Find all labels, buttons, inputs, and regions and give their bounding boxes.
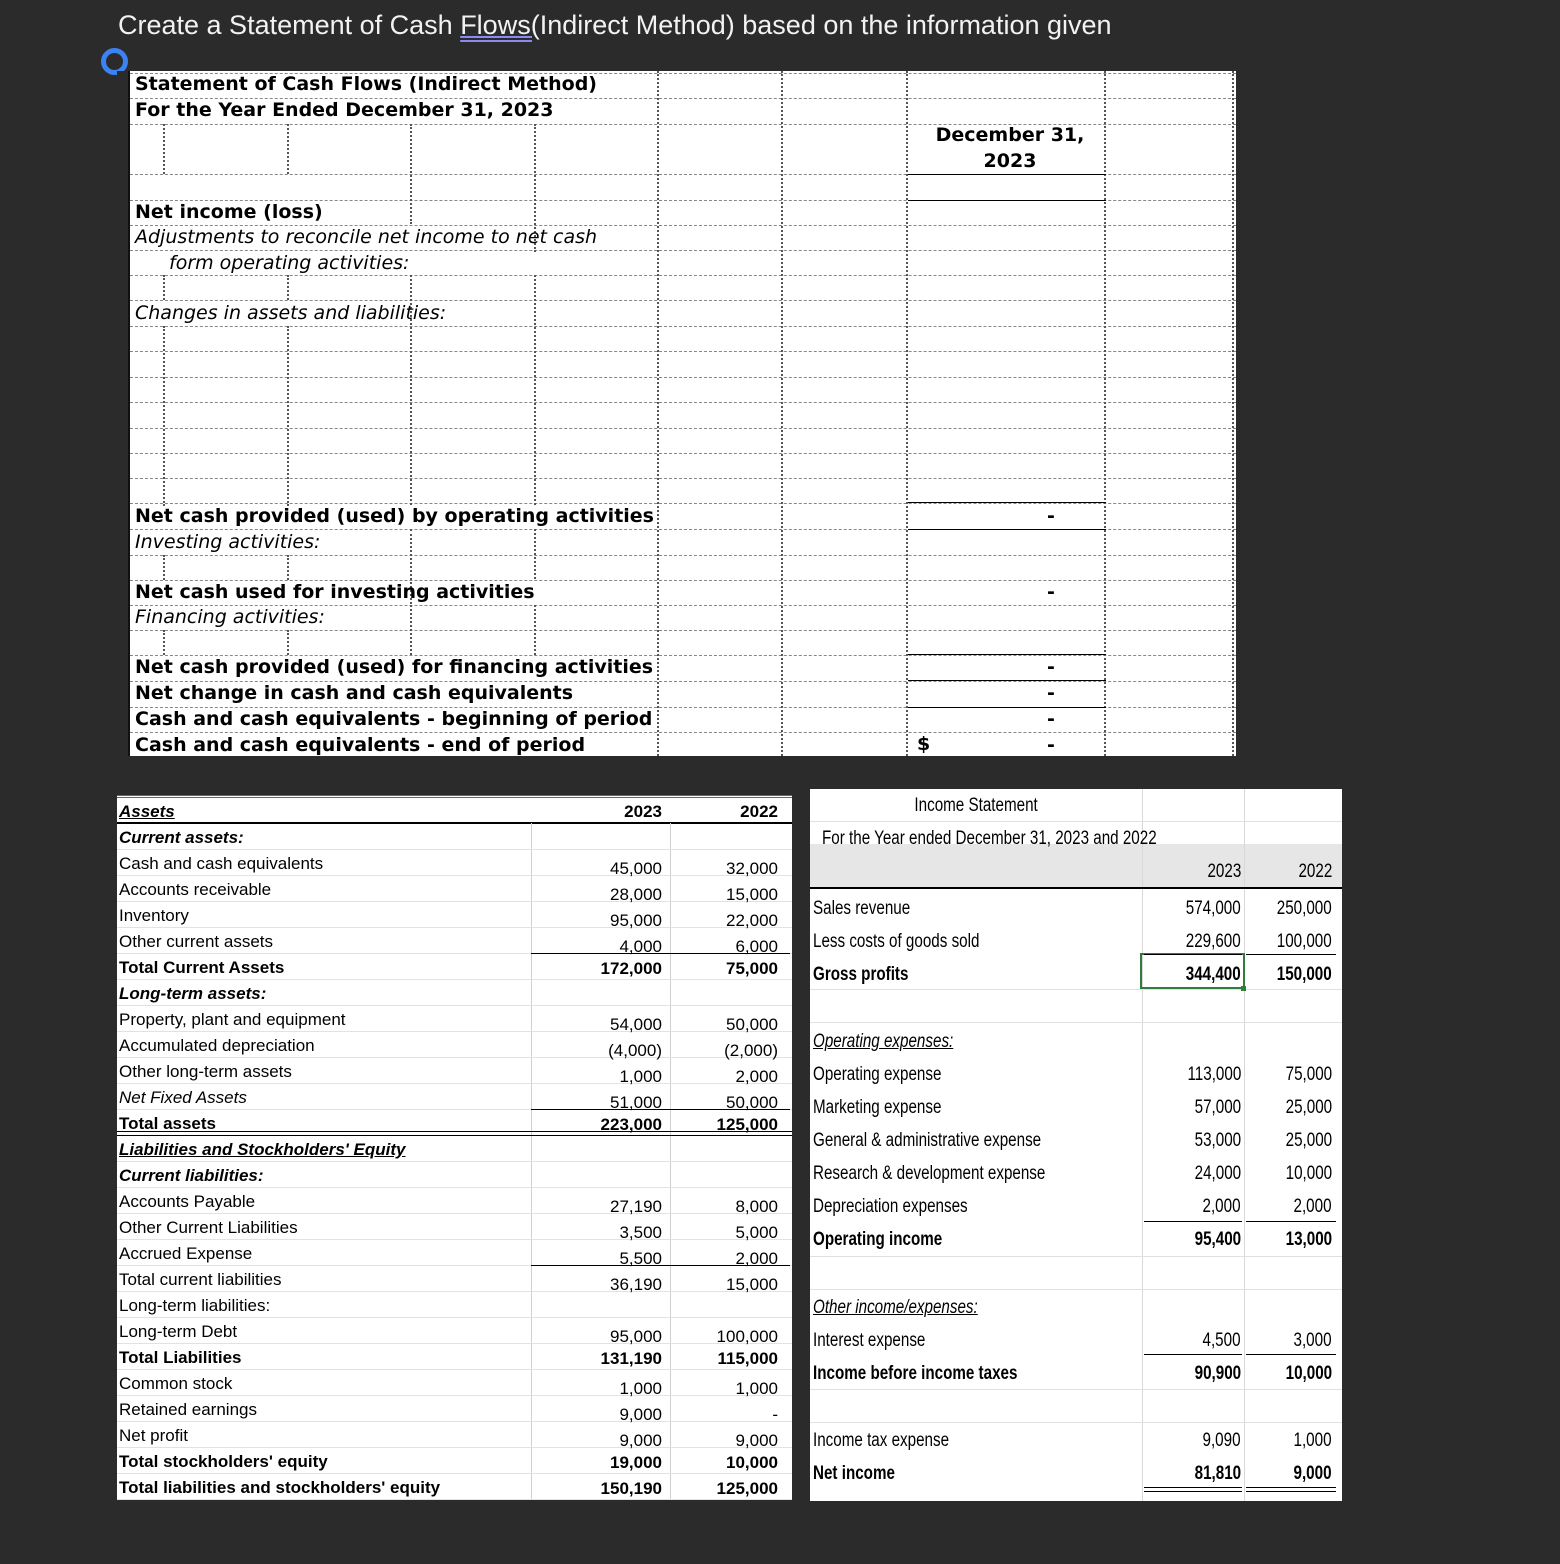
is-value-2023: 24,000 [1194,1163,1241,1184]
year-2022-header: 2022 [740,802,778,821]
net-income-double-line [1144,1487,1242,1492]
grid-col-line [781,71,783,756]
subtotal-line [670,1109,790,1110]
subtotal-line [1144,1221,1242,1222]
value-2022: (2,000) [724,1041,778,1060]
row-label: Long-term assets: [119,984,267,1003]
row-label: Accounts receivable [119,880,272,899]
scf-column-header-date: December 31, [935,124,1085,146]
is-row-label: Operating income [813,1229,943,1250]
grid-col-line [163,326,165,506]
scf-title: Statement of Cash Flows (Indirect Method) [135,73,597,95]
grid-col-line [1232,71,1234,756]
value-2022: 8,000 [735,1197,778,1216]
grid-row-line [810,1256,1342,1257]
subtotal-line [670,1265,790,1266]
value-2022: 50,000 [726,1093,778,1112]
subtotal-line [531,1265,670,1266]
subtotal-line [1144,1354,1242,1355]
row-label: Total Current Assets [119,958,285,977]
net-change-label: Net change in cash and cash equivalents [135,682,574,704]
value-2023: 5,500 [619,1249,662,1268]
is-value-2022: 2,000 [1293,1196,1332,1217]
value-2022: 22,000 [726,911,778,930]
investing-label: Investing activities: [135,531,321,553]
row-label: Total stockholders' equity [119,1452,328,1471]
is-row-label: Sales revenue [813,898,911,919]
net-financing-value[interactable]: - [1047,656,1055,678]
grid-row-line [810,821,1342,822]
table-row [117,1448,792,1474]
financing-label: Financing activities: [135,606,325,628]
is-row-label: General & administrative expense [813,1130,1042,1151]
grid-col-line [287,326,289,506]
table-row [117,980,792,1006]
is-value-2022: 10,000 [1285,1363,1332,1384]
is-value-2022: 3,000 [1293,1330,1332,1351]
grid-col-line [287,630,289,655]
row-label: Other Current Liabilities [119,1218,298,1237]
row-label: Accrued Expense [119,1244,253,1263]
value-2023: 54,000 [610,1015,662,1034]
value-2022: 1,000 [735,1379,778,1398]
net-financing-label: Net cash provided (used) for financing activities [135,656,654,678]
selected-cell-fill-handle[interactable] [1241,986,1246,991]
answer-line [908,174,1106,175]
grid-col-line [410,605,412,655]
grid-row-line [810,989,1342,990]
table-row [117,1422,792,1448]
value-2023: 172,000 [600,959,662,978]
subtotal-line [1246,1354,1336,1355]
ending-cash-label: Cash and cash equivalents - end of period [135,734,586,756]
grid-line [130,402,1236,403]
table-row [117,1188,792,1214]
value-2023: 95,000 [610,1327,662,1346]
grid-row-line [810,1022,1342,1023]
income-statement-subtitle: For the Year ended December 31, 2023 and 2022 [822,828,1157,849]
value-2022: 50,000 [726,1015,778,1034]
value-2022: 100,000 [716,1327,778,1346]
row-label: Net Fixed Assets [119,1088,247,1107]
beginning-cash-label: Cash and cash equivalents - beginning of period [135,708,653,730]
grid-col-line [287,555,289,580]
value-2023: 223,000 [600,1115,662,1134]
grid-line [130,630,1236,631]
is-value-2022: 150,000 [1277,964,1332,985]
column-divider [1142,789,1143,1501]
subtotal-line [1246,1221,1336,1222]
value-2022: 115,000 [717,1349,778,1368]
prompt-text-after: Indirect Method) based on the information given [539,10,1112,40]
value-2023: 3,500 [619,1223,662,1242]
row-label: Current liabilities: [119,1166,264,1185]
grid-line [130,326,1236,327]
is-row-label: Marketing expense [813,1097,942,1118]
value-2022: 2,000 [735,1249,778,1268]
is-value-2022: 25,000 [1285,1130,1332,1151]
is-row-label: Operating expenses: [813,1031,954,1052]
is-row-label: Interest expense [813,1330,926,1351]
row-label: Accumulated depreciation [119,1036,315,1055]
grid-line [130,555,1236,556]
value-2023: 1,000 [619,1067,662,1086]
net-investing-label: Net cash used for investing activities [135,581,535,603]
is-value-2023: 574,000 [1186,898,1241,919]
table-row [117,1006,792,1032]
balance-sheet-header-row [117,798,792,823]
is-value-2023: 2,000 [1202,1196,1241,1217]
is-row-label: Income before income taxes [813,1363,1018,1384]
net-operating-value[interactable]: - [1047,505,1055,527]
income-statement [810,789,1342,1501]
changes-label: Changes in assets and liabilities: [135,302,447,324]
subtotal-line [531,953,670,954]
grid-line [130,300,1236,301]
row-label: Current assets: [119,828,244,847]
table-row [117,1292,792,1318]
value-2022: 5,000 [735,1223,778,1242]
grid-col-line [657,71,659,756]
is-value-2023: 57,000 [1194,1097,1241,1118]
prompt-text-before: Create a Statement of Cash [118,10,461,40]
answer-line [908,200,1106,201]
is-year-2022-header: 2022 [1298,861,1332,882]
value-2022: - [772,1405,778,1424]
question-prompt [118,10,1112,41]
value-2023: 1,000 [619,1379,662,1398]
grid-line [130,428,1236,429]
adjustments-label-cont: form operating activities: [169,252,410,274]
is-value-2022: 1,000 [1293,1430,1332,1451]
table-row [117,824,792,850]
selected-cell-outline[interactable] [1140,953,1245,989]
grid-col-line [534,529,536,579]
is-value-2022: 100,000 [1277,931,1332,952]
table-row [117,1474,792,1500]
value-2023: 51,000 [610,1093,662,1112]
net-investing-value[interactable]: - [1047,581,1055,603]
grid-col-line [163,630,165,655]
is-value-2022: 10,000 [1285,1163,1332,1184]
grid-line [130,351,1236,352]
is-value-2022: 9,000 [1293,1463,1332,1484]
table-row [117,1396,792,1422]
value-2022: 2,000 [735,1067,778,1086]
scf-column-header-year: 2023 [983,150,1037,172]
header-shade [810,844,1342,889]
subtotal-line [531,1109,670,1110]
is-value-2023: 344,400 [1186,964,1241,985]
value-2022: 15,000 [726,1275,778,1294]
row-label: Total current liabilities [119,1270,282,1289]
table-row [117,876,792,902]
table-row [117,1266,792,1292]
balance-sheet [117,795,792,1500]
adjustments-label: Adjustments to reconcile net income to net cash [135,226,598,248]
grid-line [130,478,1236,479]
is-value-2023: 113,000 [1187,1064,1241,1085]
row-label: Long-term Debt [119,1322,238,1341]
net-income-label: Net income (loss) [135,201,323,223]
is-value-2022: 13,000 [1285,1229,1332,1250]
value-2023: 131,190 [600,1349,662,1368]
value-2022: 125,000 [716,1115,778,1134]
table-row [117,1214,792,1240]
table-row [117,1162,792,1188]
income-statement-title: Income Statement [914,795,1038,816]
is-row-label: Less costs of goods sold [813,931,980,952]
value-2023: 95,000 [610,911,662,930]
grid-line [130,275,1236,276]
row-label: Retained earnings [119,1400,257,1419]
value-2023: 28,000 [610,885,662,904]
row-label: Common stock [119,1374,233,1393]
row-label: Other long-term assets [119,1062,292,1081]
value-2022: 125,000 [716,1479,778,1498]
answer-line [908,654,1106,655]
is-value-2023: 4,500 [1202,1330,1241,1351]
row-label: Net profit [119,1426,188,1445]
grid-col-line [163,124,165,174]
net-change-value[interactable]: - [1047,682,1055,704]
grid-line [130,453,1236,454]
is-row-label: Other income/expenses: [813,1297,978,1318]
ending-cash-value[interactable]: - [1047,734,1055,756]
grid-col-line [163,555,165,580]
answer-line [908,502,1106,503]
value-2022: 15,000 [726,885,778,904]
is-year-2023-header: 2023 [1207,861,1241,882]
is-row-label: Gross profits [813,964,909,985]
row-label: Accounts Payable [119,1192,256,1211]
year-2023-header: 2023 [624,802,662,821]
value-2022: 6,000 [735,937,778,956]
is-value-2023: 95,400 [1194,1229,1241,1250]
is-value-2022: 75,000 [1285,1064,1332,1085]
row-label: Liabilities and Stockholders' Equity [119,1140,406,1159]
grid-col-line [163,275,165,300]
answer-line [908,680,1106,681]
answer-line [908,707,1106,708]
value-2022: 75,000 [726,959,778,978]
prompt-link-text[interactable]: Flows( [460,10,540,40]
column-divider [1244,789,1245,1501]
value-2022: 32,000 [726,859,778,878]
value-2023: 150,190 [600,1479,662,1498]
value-2022: 9,000 [735,1431,778,1450]
value-2023: 19,000 [610,1453,662,1472]
ending-cash-dollar-sign: $ [917,733,931,755]
is-row-label: Research & development expense [813,1163,1046,1184]
table-row [117,1344,792,1370]
scf-period: For the Year Ended December 31, 2023 [135,99,554,121]
row-label: Long-term liabilities: [119,1296,271,1315]
subtotal-line [1246,954,1336,955]
is-row-label: Operating expense [813,1064,942,1085]
value-2023: 9,000 [619,1431,662,1450]
beginning-cash-value[interactable]: - [1047,708,1055,730]
assets-header: Assets [119,802,175,821]
grid-col-line [410,124,412,224]
is-value-2023: 229,600 [1186,931,1241,952]
table-row [117,1058,792,1084]
row-label: Total Liabilities [119,1348,242,1367]
table-row [117,902,792,928]
table-row [117,1032,792,1058]
cash-flow-statement-template [117,71,1236,756]
table-row [117,1084,792,1110]
row-label: Total assets [119,1114,217,1133]
value-2023: 4,000 [619,937,662,956]
is-row-label: Net income [813,1463,895,1484]
grid-line [130,377,1236,378]
grid-col-line [534,605,536,655]
table-row [117,954,792,980]
is-row-label: Income tax expense [813,1430,950,1451]
is-value-2022: 250,000 [1277,898,1332,919]
is-row-label: Depreciation expenses [813,1196,968,1217]
value-2023: (4,000) [608,1041,662,1060]
subtotal-line [1144,954,1242,955]
left-margin-bar [117,71,128,756]
is-value-2022: 25,000 [1285,1097,1332,1118]
value-2022: 10,000 [726,1453,778,1472]
net-income-double-line [1246,1487,1336,1492]
table-row [117,1318,792,1344]
row-label: Cash and cash equivalents [119,854,324,873]
is-value-2023: 53,000 [1194,1130,1241,1151]
grid-line [130,503,1236,504]
is-value-2023: 9,090 [1202,1430,1241,1451]
row-label: Inventory [119,906,189,925]
is-value-2023: 81,810 [1194,1463,1241,1484]
row-label: Total liabilities and stockholders' equity [119,1478,441,1497]
subtotal-line [670,953,790,954]
value-2023: 9,000 [619,1405,662,1424]
header-underline [810,887,1342,889]
row-label: Other current assets [119,932,274,951]
table-row [117,928,792,954]
grid-row-line [810,1389,1342,1390]
grid-col-line [287,275,289,300]
answer-line [908,529,1106,530]
grid-line [130,250,1236,251]
grid-col-line [534,275,536,505]
table-row [117,1370,792,1396]
grid-line [130,732,1236,733]
table-row [117,1240,792,1266]
grid-col-line [287,124,289,174]
value-2023: 45,000 [610,859,662,878]
value-2023: 36,190 [610,1275,662,1294]
table-row [117,1136,792,1162]
grid-row-line [810,1289,1342,1290]
total-assets-double-line [117,1131,792,1136]
is-value-2023: 90,900 [1194,1363,1241,1384]
net-operating-label: Net cash provided (used) by operating activities [135,505,654,527]
value-2023: 27,190 [610,1197,662,1216]
table-row [117,850,792,876]
grid-row-line [810,1422,1342,1423]
row-label: Property, plant and equipment [119,1010,346,1029]
